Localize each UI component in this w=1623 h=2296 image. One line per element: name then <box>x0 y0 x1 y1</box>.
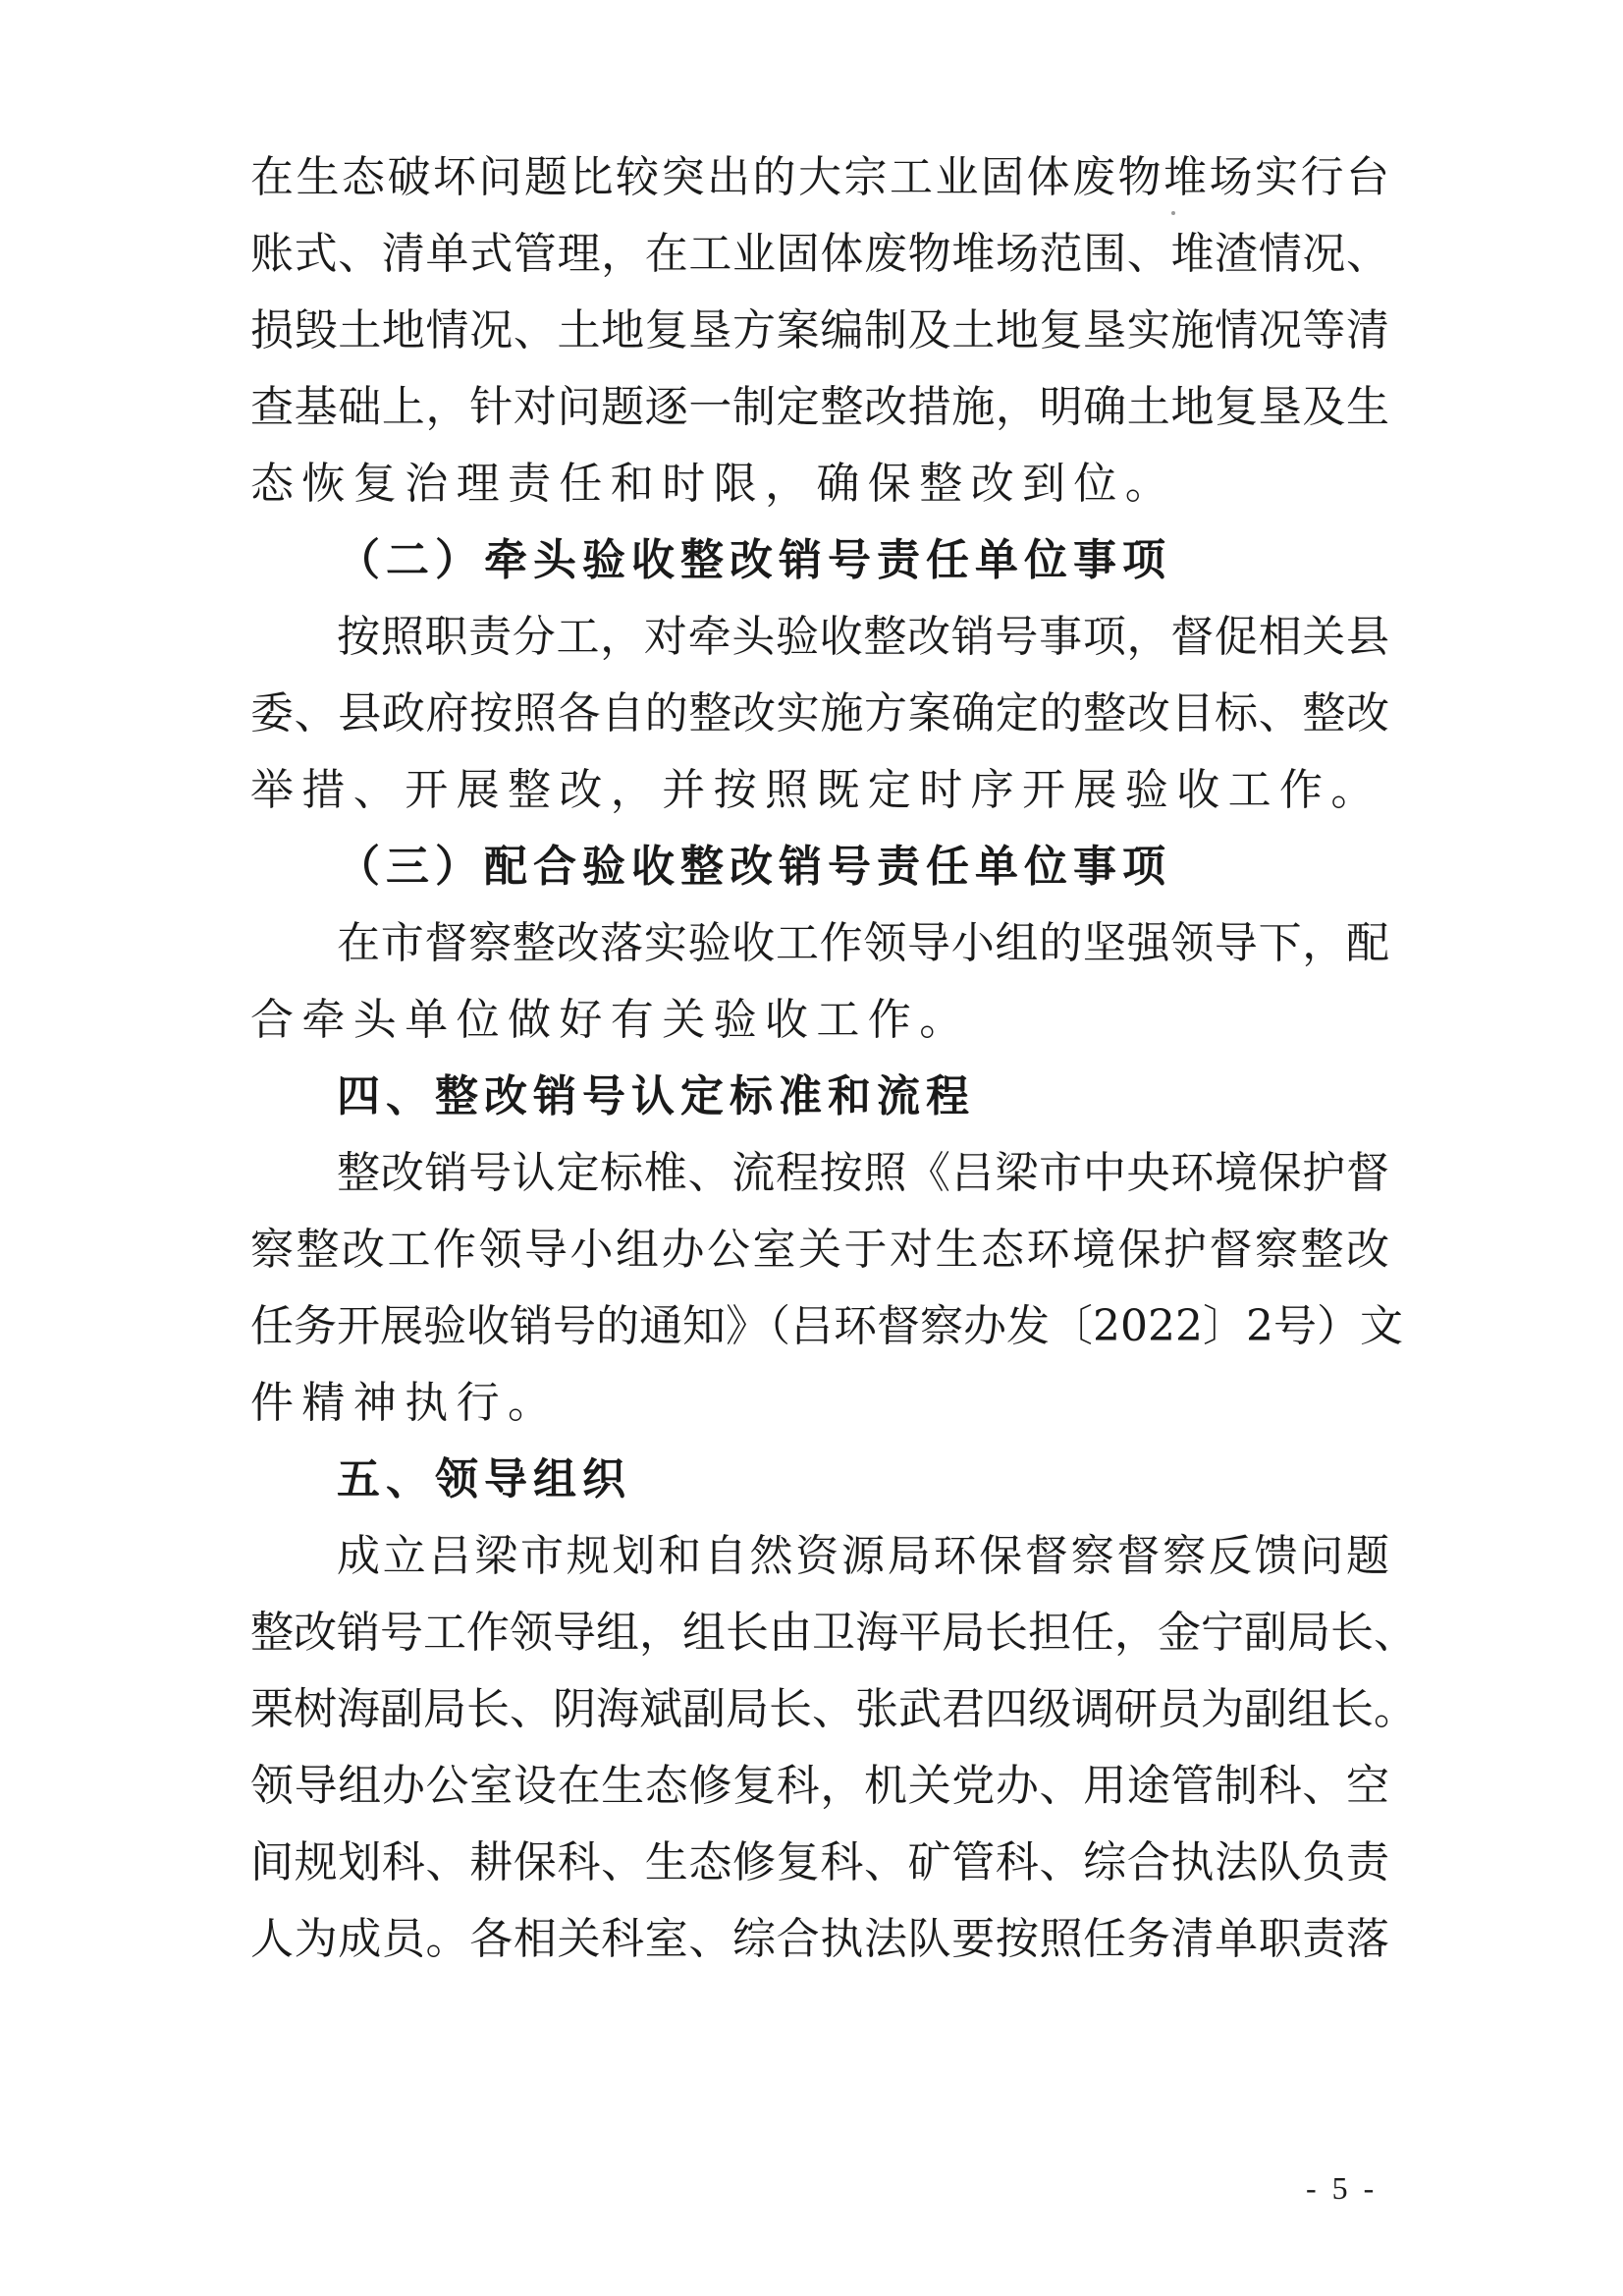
body-line-12: 合牵头单位做好有关验收工作。 <box>250 995 971 1045</box>
body-line-19: 成立吕梁市规划和自然资源局环保督察督察反馈问题 <box>337 1531 1389 1581</box>
body-line-20: 整改销号工作领导组，组长由卫海平局长担任，金宁副局长、 <box>250 1608 1417 1658</box>
body-line-17: 件精神执行。 <box>250 1378 560 1428</box>
section-heading-four: 四、整改销号认定标准和流程 <box>337 1071 975 1121</box>
section-heading-3: （三）配合验收整改销号责任单位事项 <box>337 842 1171 892</box>
body-line-23: 间规划科、耕保科、生态修复科、矿管科、综合执法队负责 <box>250 1837 1389 1887</box>
body-line-1: 在生态破坏问题比较突出的大宗工业固体废物堆场实行台 <box>250 152 1389 202</box>
body-line-8: 委、县政府按照各自的整改实施方案确定的整改目标、整改 <box>250 688 1389 738</box>
body-line-21: 栗树海副局长、阴海斌副局长、张武君四级调研员为副组长。 <box>250 1684 1417 1734</box>
body-line-14: 整改销号认定标椎、流程按照《吕梁市中央环境保护督 <box>337 1148 1389 1198</box>
page-number: - 5 - <box>1306 2170 1379 2206</box>
section-heading-2: （二）牵头验收整改销号责任单位事项 <box>337 535 1171 585</box>
body-line-5: 态恢复治理责任和时限，确保整改到位。 <box>250 459 1177 509</box>
body-line-4: 查基础上，针对问题逐一制定整改措施，明确土地复垦及生 <box>250 382 1389 432</box>
body-line-7: 按照职责分工，对牵头验收整改销号事项，督促相关县 <box>337 612 1389 662</box>
body-line-15: 察整改工作领导小组办公室关于对生态环境保护督察整改 <box>250 1225 1389 1275</box>
section-heading-five: 五、领导组织 <box>337 1454 631 1504</box>
body-line-11: 在市督察整改落实验收工作领导小组的坚强领导下，配 <box>337 918 1389 968</box>
body-line-2: 账式、清单式管理，在工业固体废物堆场范围、堆渣情况、 <box>250 229 1389 279</box>
body-line-24: 人为成员。各相关科室、综合执法队要按照任务清单职责落 <box>250 1914 1389 1964</box>
body-line-22: 领导组办公室设在生态修复科，机关党办、用途管制科、空 <box>250 1761 1389 1811</box>
body-line-16: 任务开展验收销号的通知》（吕环督察办发〔2022〕2号）文 <box>250 1301 1403 1351</box>
body-line-3: 损毁土地情况、土地复垦方案编制及土地复垦实施情况等清 <box>250 305 1389 355</box>
body-line-9: 举措、开展整改，并按照既定时序开展验收工作。 <box>250 765 1382 815</box>
